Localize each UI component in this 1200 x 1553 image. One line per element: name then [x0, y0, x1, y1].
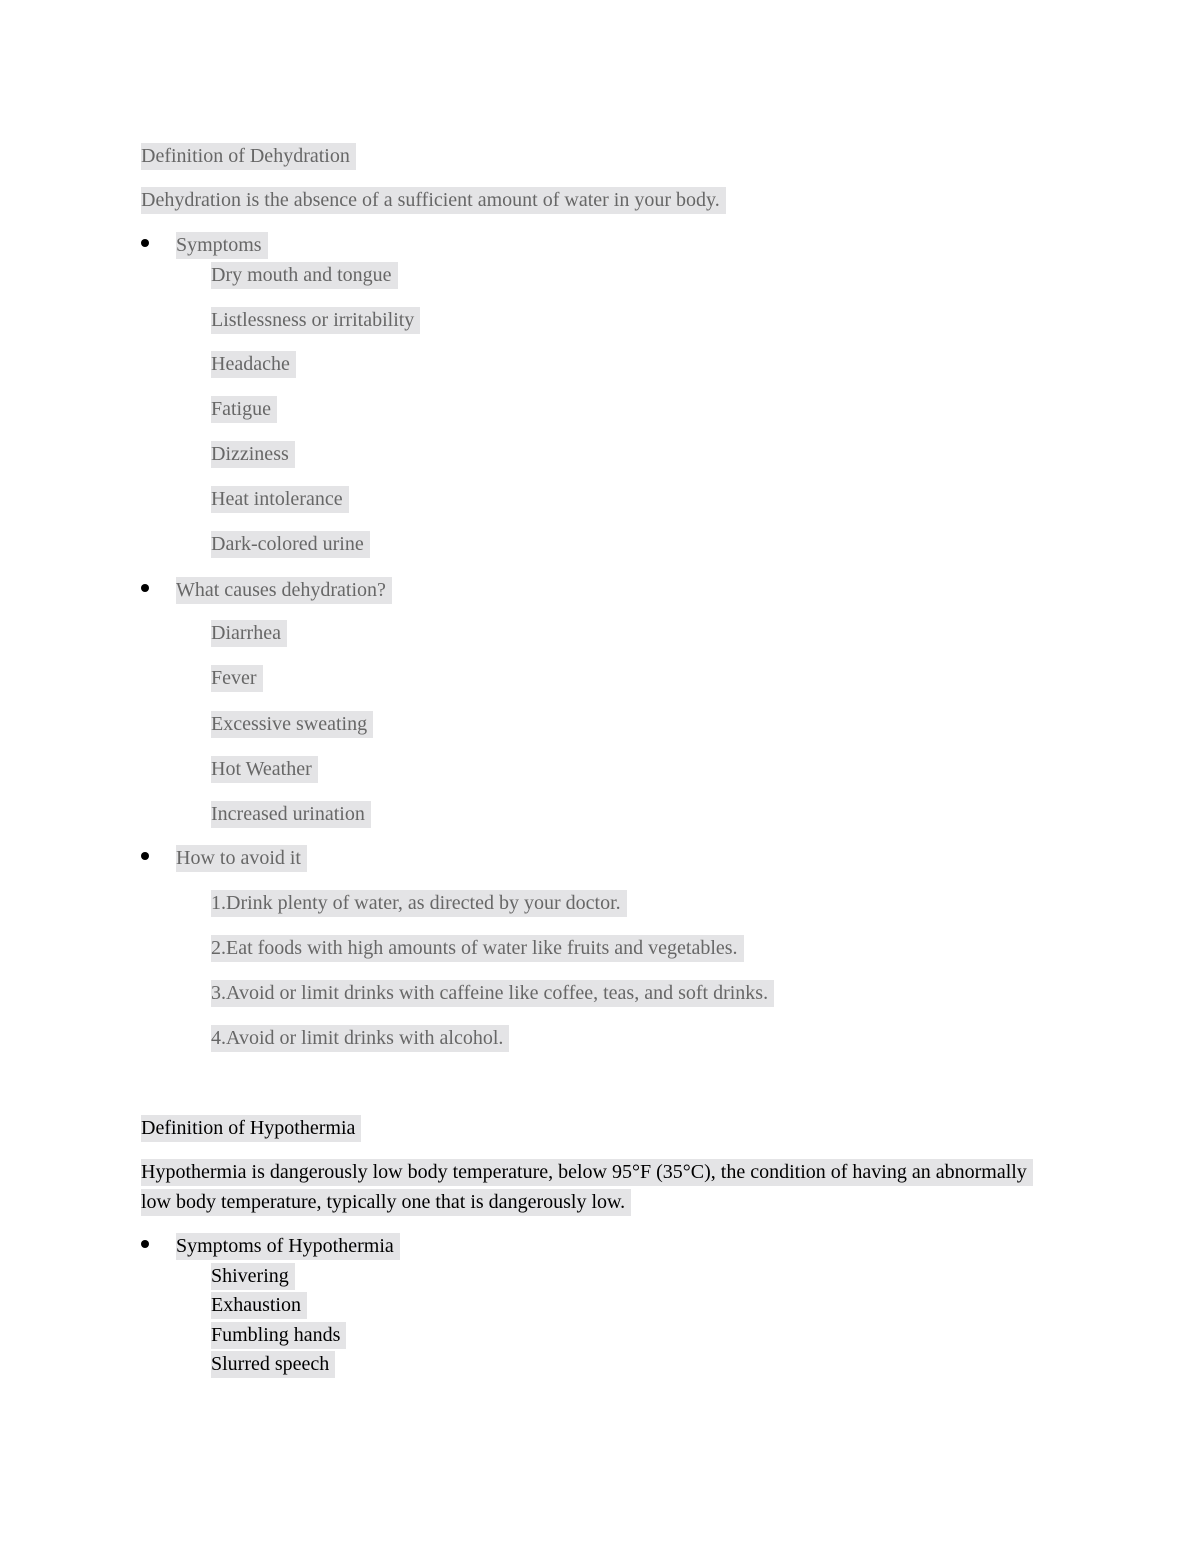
bullet-icon	[141, 584, 149, 592]
list-item: Diarrhea	[211, 621, 287, 645]
list-item: 4.Avoid or limit drinks with alcohol.	[211, 1026, 509, 1050]
dehydration-symptoms-label: Symptoms	[176, 233, 268, 257]
bullet-icon	[141, 239, 149, 247]
dehydration-avoid-label: How to avoid it	[176, 846, 307, 870]
list-item: 1.Drink plenty of water, as directed by your doctor.	[211, 891, 627, 915]
list-item: Increased urination	[211, 802, 371, 826]
hypothermia-definition: Hypothermia is dangerously low body temperature, below 95°F (35°C), the condition of having an abnormally low body temperature, typically one that is dangerously low.	[141, 1157, 1061, 1217]
list-item: Listlessness or irritability	[211, 308, 420, 332]
list-item: Dark-colored urine	[211, 532, 370, 556]
list-item: Heat intolerance	[211, 487, 349, 511]
dehydration-heading: Definition of Dehydration	[141, 144, 356, 168]
hypothermia-symptoms-label: Symptoms of Hypothermia	[176, 1234, 400, 1258]
list-item: 2.Eat foods with high amounts of water like fruits and vegetables.	[211, 936, 744, 960]
list-item: Dizziness	[211, 442, 295, 466]
list-item: Excessive sweating	[211, 712, 373, 736]
list-item: Hot Weather	[211, 757, 318, 781]
list-item: 3.Avoid or limit drinks with caffeine like coffee, teas, and soft drinks.	[211, 981, 774, 1005]
dehydration-definition: Dehydration is the absence of a sufficient amount of water in your body.	[141, 188, 726, 212]
list-item: Headache	[211, 352, 296, 376]
list-item: Fatigue	[211, 397, 277, 421]
bullet-icon	[141, 1240, 149, 1248]
list-item: Shivering	[211, 1264, 295, 1288]
list-item: Fumbling hands	[211, 1323, 346, 1347]
list-item: Exhaustion	[211, 1293, 307, 1317]
list-item: Slurred speech	[211, 1352, 335, 1376]
list-item: Fever	[211, 666, 263, 690]
hypothermia-heading: Definition of Hypothermia	[141, 1116, 361, 1140]
dehydration-causes-label: What causes dehydration?	[176, 578, 392, 602]
bullet-icon	[141, 852, 149, 860]
list-item: Dry mouth and tongue	[211, 263, 398, 287]
